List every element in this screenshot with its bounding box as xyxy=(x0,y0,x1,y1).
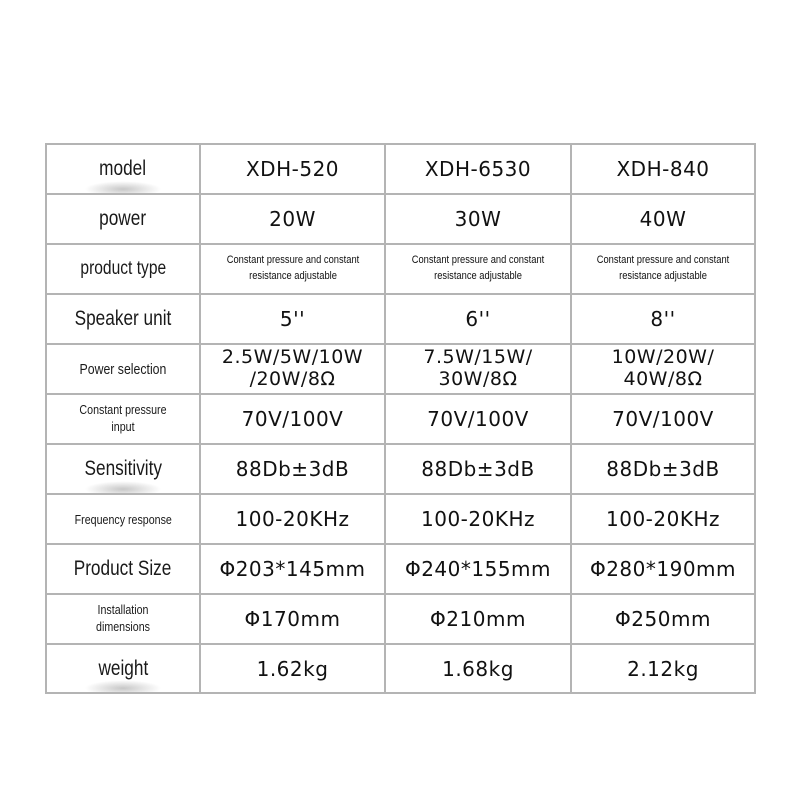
table-row-speaker-unit xyxy=(46,294,755,344)
table-cell: 100-20KHz xyxy=(571,494,755,544)
row-label-weight: weight xyxy=(46,644,200,693)
model-name: XDH-520 xyxy=(200,144,385,194)
model-name: XDH-6530 xyxy=(385,144,571,194)
table-cell: 10W/20W/ 40W/8Ω xyxy=(571,344,755,394)
table-row-product-size xyxy=(46,544,755,594)
table-cell: 88Db±3dB xyxy=(385,444,571,494)
table-row-installation-dimensions xyxy=(46,594,755,644)
table-cell: Φ203*145mm xyxy=(200,544,385,594)
table-cell: Φ250mm xyxy=(571,594,755,644)
table-cell: 2.12kg xyxy=(571,644,755,693)
row-label-constant-pressure-input: Constant pressure input xyxy=(46,394,200,444)
table-cell: Constant pressure and constant resistance adjustable xyxy=(571,244,755,294)
table-cell: 40W xyxy=(571,194,755,244)
table-cell: Constant pressure and constant resistance adjustable xyxy=(200,244,385,294)
model-name: XDH-840 xyxy=(571,144,755,194)
row-label-sensitivity: Sensitivity xyxy=(46,444,200,494)
header-row xyxy=(46,144,755,194)
row-label-power-selection: Power selection xyxy=(46,344,200,394)
table-cell: 70V/100V xyxy=(200,394,385,444)
table-row-constant-pressure-input xyxy=(46,394,755,444)
table-cell: Φ170mm xyxy=(200,594,385,644)
table-cell: 7.5W/15W/ 30W/8Ω xyxy=(385,344,571,394)
table-cell: Φ210mm xyxy=(385,594,571,644)
table-row-power-selection xyxy=(46,344,755,394)
table-cell: Φ240*155mm xyxy=(385,544,571,594)
table-cell: 30W xyxy=(385,194,571,244)
table-cell: 2.5W/5W/10W /20W/8Ω xyxy=(200,344,385,394)
table-cell: 8'' xyxy=(571,294,755,344)
table-cell: 20W xyxy=(200,194,385,244)
table-cell: 88Db±3dB xyxy=(571,444,755,494)
row-label-model: model xyxy=(46,144,200,194)
table-cell: 1.62kg xyxy=(200,644,385,693)
row-label-frequency-response: Frequency response xyxy=(46,494,200,544)
table-cell: 5'' xyxy=(200,294,385,344)
table-row-power xyxy=(46,194,755,244)
table-row-product-type xyxy=(46,244,755,294)
table-cell: 100-20KHz xyxy=(200,494,385,544)
table-cell: 70V/100V xyxy=(571,394,755,444)
table-cell: Constant pressure and constant resistance adjustable xyxy=(385,244,571,294)
row-label-power: power xyxy=(46,194,200,244)
table-cell: 6'' xyxy=(385,294,571,344)
row-label-speaker-unit: Speaker unit xyxy=(46,294,200,344)
table-row-frequency-response xyxy=(46,494,755,544)
spec-table xyxy=(45,143,756,694)
row-label-product-size: Product Size xyxy=(46,544,200,594)
table-row-weight xyxy=(46,644,755,693)
table-cell: 1.68kg xyxy=(385,644,571,693)
table-row-sensitivity xyxy=(46,444,755,494)
table-cell: 70V/100V xyxy=(385,394,571,444)
table-cell: 100-20KHz xyxy=(385,494,571,544)
table-cell: Φ280*190mm xyxy=(571,544,755,594)
row-label-installation-dimensions: Installation dimensions xyxy=(46,594,200,644)
table-cell: 88Db±3dB xyxy=(200,444,385,494)
row-label-product-type: product type xyxy=(46,244,200,294)
